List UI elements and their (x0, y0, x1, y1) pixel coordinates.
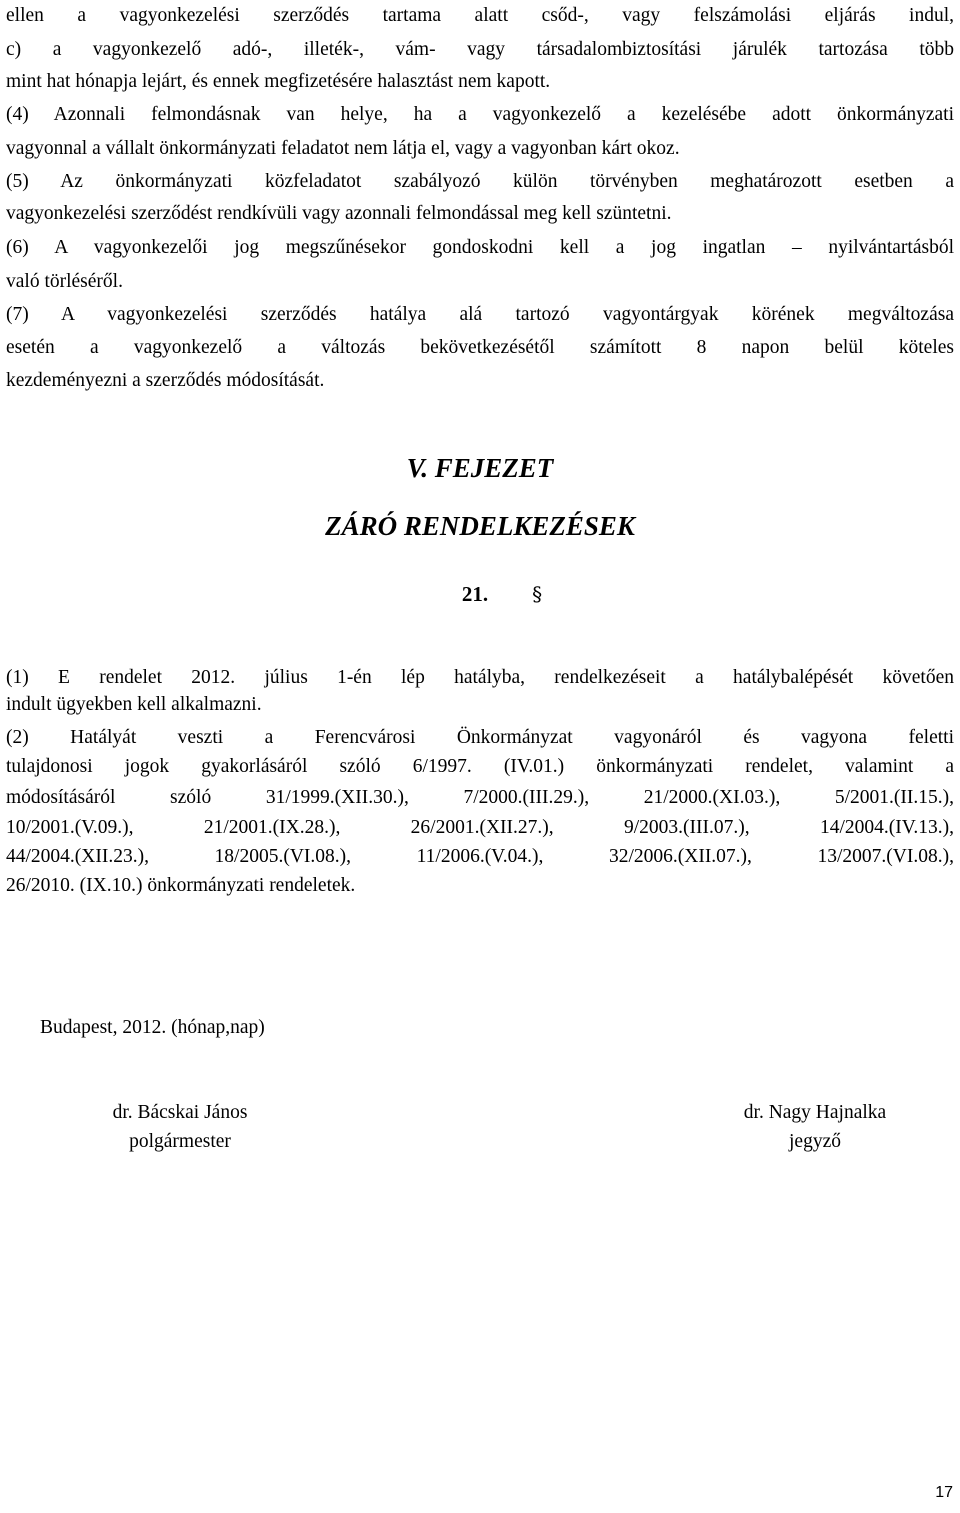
section-number: 21. (461, 582, 489, 606)
text-line: 10/2001.(V.09.), 21/2001.(IX.28.), 26/2001.(XII.27.), 9/2003.(III.07.), 14/2004.(IV.13.), (6, 817, 954, 838)
text-line: tulajdonosi jogok gyakorlásáról szóló 6/1997. (IV.01.) önkormányzati rendelet, valamint a (6, 756, 954, 777)
signatory-role: jegyző (789, 1130, 841, 1152)
text-line: c) a vagyonkezelő adó-, illeték-, vám- vagy társadalombiztosítási járulék tartozása több (6, 39, 954, 60)
text-line: 44/2004.(XII.23.), 18/2005.(VI.08.), 11/2006.(V.04.), 32/2006.(XII.07.), 13/2007.(VI.08.), (6, 846, 954, 867)
text-line: módosításáról szóló 31/1999.(XII.30.), 7/2000.(III.29.), 21/2000.(XI.03.), 5/2001.(II.15.), (6, 787, 954, 808)
text-line: (1) E rendelet 2012. július 1-én lép hatályba, rendelkezéseit a hatálybalépését követően (6, 667, 954, 688)
text-line: (4) Azonnali felmondásnak van helye, ha a vagyonkezelő a kezelésébe adott önkormányzati (6, 104, 954, 125)
page-number: 17 (935, 1484, 953, 1501)
text-line: kezdeményezni a szerződés módosítását. (6, 370, 325, 391)
place-date: Budapest, 2012. (hónap,nap) (40, 1017, 265, 1038)
text-line: esetén a vagyonkezelő a változás bekövetkezésétől számított 8 napon belül köteles (6, 337, 954, 358)
text-line: való törléséről. (6, 271, 123, 292)
signatory-name: dr. Bácskai János (112, 1102, 248, 1123)
signatory-left (70, 1103, 290, 1151)
signatory-role: polgármester (129, 1130, 231, 1152)
chapter-title: V. FEJEZET (406, 453, 554, 483)
text-line: indult ügyekben kell alkalmazni. (6, 694, 262, 715)
text-line: (7) A vagyonkezelési szerződés hatálya alá tartozó vagyontárgyak körének megváltozása (6, 304, 954, 325)
signatory-name: dr. Nagy Hajnalka (743, 1102, 887, 1123)
text-line: ellen a vagyonkezelési szerződés tartama alatt csőd-, vagy felszámolási eljárás indul, (6, 5, 954, 26)
paragraph-symbol: § (532, 582, 543, 606)
text-line: vagyonkezelési szerződést rendkívüli vagy azonnali felmondással meg kell szüntetni. (6, 203, 672, 224)
section-heading (22, 584, 960, 606)
text-line: 26/2010. (IX.10.) önkormányzati rendeletek. (6, 875, 356, 896)
text-line: (2) Hatályát veszti a Ferencvárosi Önkormányzat vagyonáról és vagyona feletti (6, 727, 954, 748)
text-line: vagyonnal a vállalt önkormányzati feladatot nem látja el, vagy a vagyonban kárt okoz. (6, 138, 680, 159)
text-line: (6) A vagyonkezelői jog megszűnésekor gondoskodni kell a jog ingatlan – nyilvántartásból (6, 237, 954, 258)
text-line: mint hat hónapja lejárt, és ennek megfizetésére halasztást nem kapott. (6, 71, 551, 92)
text-line: (5) Az önkormányzati közfeladatot szabályozó külön törvényben meghatározott esetben a (6, 171, 954, 192)
chapter-subtitle: ZÁRÓ RENDELKEZÉSEK (325, 511, 635, 541)
signatory-right (705, 1103, 925, 1151)
